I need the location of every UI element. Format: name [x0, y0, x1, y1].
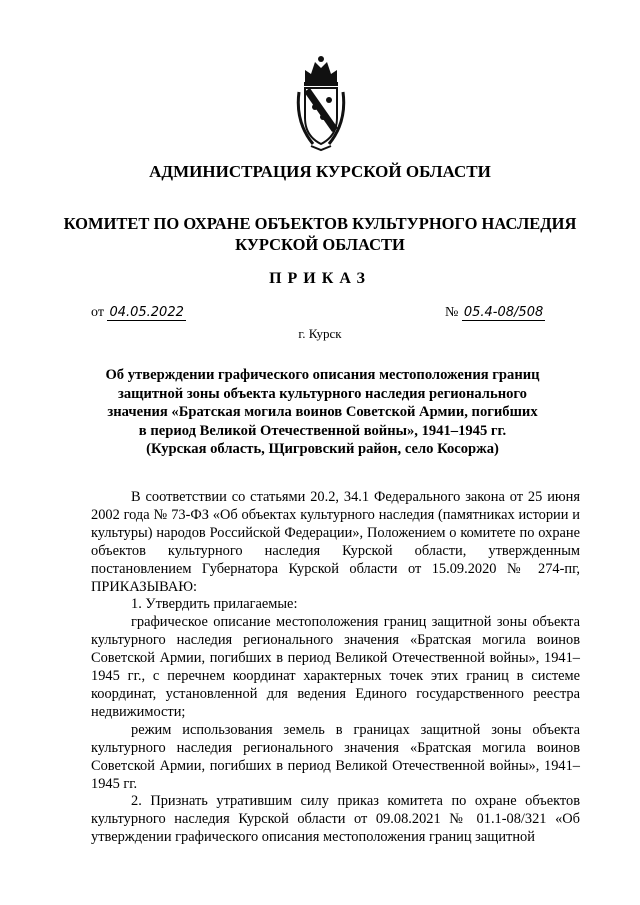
handwritten-number: 05.4-08/508: [463, 305, 544, 320]
title-line: значения «Братская могила воинов Советской Армии, погибших: [107, 404, 538, 421]
title-line: в период Великой Отечественной войны», 1941–1945 гг.: [138, 422, 507, 439]
organization-name: АДМИНИСТРАЦИЯ КУРСКОЙ ОБЛАСТИ: [149, 162, 491, 181]
paragraph: В соответствии со статьями 20.2, 34.1 Федерального закона от 25 июня 2002 года № 73-ФЗ «Об объектах культурного наследия (памятниках истории и культуры) народов Российской Федерации», Положением о комитете по охране объектов культурного наследия Курской области, утвержденным постановлением Губернатора Курской области от 15.09.2020 № 274-пг, ПРИКАЗЫВАЮ:: [91, 489, 580, 595]
document-title: [100, 366, 545, 459]
title-line: (Курская область, Щигровский район, село Косоржа): [146, 441, 499, 458]
city: г. Курск: [298, 326, 342, 341]
paragraph: режим использования земель в границах защитной зоны объекта культурного наследия регионального значения «Братская могила воинов Советской Армии, погибших в период Великой Отечественной войны», 1941–1945 гг.: [91, 721, 580, 792]
number-field: [445, 305, 545, 321]
committee-line: КОМИТЕТ ПО ОХРАНЕ ОБЪЕКТОВ КУЛЬТУРНОГО НАСЛЕДИЯ: [63, 214, 577, 233]
title-line: Об утверждении графического описания местоположения границ: [105, 367, 540, 383]
handwritten-date: 04.05.2022: [109, 305, 184, 320]
document-type: ПРИКАЗ: [269, 270, 371, 287]
committee-line: КУРСКОЙ ОБЛАСТИ: [235, 235, 405, 254]
date-prefix: от: [91, 305, 104, 320]
kursk-coat-of-arms-emblem: [293, 52, 349, 152]
paragraph: 2. Признать утратившим силу приказ комитета по охране объектов культурного наследия Курской области от 09.08.2021 № 01.1-08/321 «Об утверждении графического описания местоположения границ защитной: [91, 793, 580, 846]
paragraph: 1. Утвердить прилагаемые:: [131, 596, 298, 613]
title-line: защитной зоны объекта культурного наследия регионального: [118, 385, 527, 402]
date-field: [91, 305, 186, 321]
number-prefix: №: [445, 305, 459, 320]
committee-name: [0, 213, 640, 255]
document-body: [91, 489, 580, 847]
paragraph: графическое описание местоположения границ защитной зоны объекта культурного наследия регионального значения «Братская могила воинов Советской Армии, погибших в период Великой Отечественной войны», 1941–1945 гг., с перечнем координат характерных точек этих границ в системе координат, установленной для ведения Единого государственного реестра недвижимости;: [91, 614, 580, 720]
